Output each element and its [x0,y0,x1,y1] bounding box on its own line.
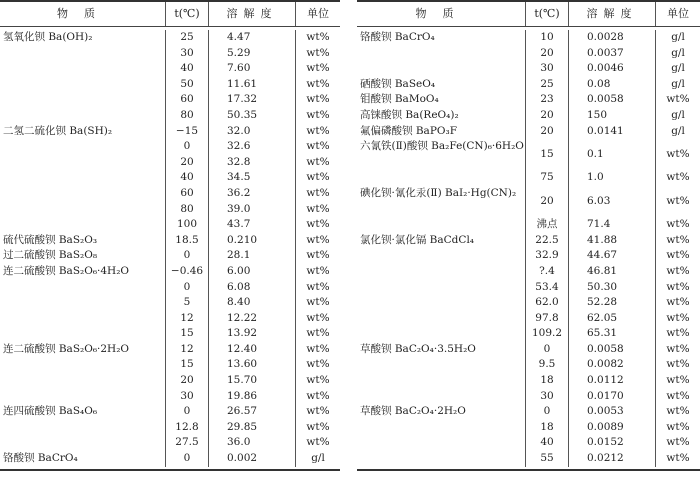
temperature-cell: 12.8 [165,420,208,436]
table-row [0,92,340,108]
solubility-cell: 5.29 [208,46,295,62]
table-row [0,373,340,389]
solubility-cell: 0.0028 [568,30,655,46]
substance-cell: 硒酸钡 BaSeO₄ [360,77,436,90]
table-row [357,30,700,46]
unit-cell: wt% [295,170,340,186]
solubility-cell: 36.0 [208,435,295,451]
substance-cell [357,373,525,389]
temperature-cell: 20 [525,108,568,124]
substance-cell [357,61,525,77]
substance-cell [0,46,165,62]
temperature-cell: 沸点 [525,217,568,233]
table-row [357,46,700,62]
temperature-cell: 15 [165,326,208,342]
solubility-cell: 1.0 [568,170,655,186]
temperature-cell: 27.5 [165,435,208,451]
substance-cell: 连四硫酸钡 BaS₄O₆ [3,405,98,418]
table-row [0,155,340,171]
solubility-cell: 50.35 [208,108,295,124]
table-row [357,139,700,170]
substance-cell [0,435,165,451]
temperature-cell: 75 [525,170,568,186]
unit-cell: wt% [295,124,340,140]
substance-cell [357,280,525,296]
unit-cell: wt% [295,92,340,108]
unit-cell: wt% [655,326,700,342]
table-row [0,326,340,342]
table-row [357,326,700,342]
temperature-cell: 18 [525,373,568,389]
unit-cell: wt% [655,311,700,327]
table-row [0,77,340,93]
substance-cell: 氢氧化钡 Ba(OH)₂ [3,31,93,43]
table-row [357,420,700,436]
solubility-cell: 0.002 [208,451,295,467]
table-row [357,373,700,389]
unit-cell: wt% [295,389,340,405]
solubility-cell: 65.31 [568,326,655,342]
unit-cell: wt% [295,217,340,233]
table-row [0,202,340,218]
temperature-cell: 50 [165,77,208,93]
substance-cell [0,61,165,77]
table-header [0,2,340,27]
solubility-cell: 11.61 [208,77,295,93]
substance-cell [0,170,165,186]
substance-cell: 连二硫酸钡 BaS₂O₆·2H₂O [3,342,130,355]
temperature-cell: 40 [165,170,208,186]
table-row [0,435,340,451]
unit-cell: wt% [295,61,340,77]
solubility-cell: 0.0152 [568,435,655,451]
substance-cell: 草酸钡 BaC₂O₄·2H₂O [360,405,466,418]
unit-cell: wt% [295,311,340,327]
temperature-cell: 15 [525,139,568,170]
table-row [0,61,340,77]
table-row [0,389,340,405]
temperature-cell: 20 [525,46,568,62]
table-row [357,108,700,124]
solubility-cell: 0.0170 [568,389,655,405]
substance-cell [0,77,165,93]
table-row [357,77,700,93]
unit-cell: wt% [655,389,700,405]
substance-cell [357,46,525,62]
substance-cell: 硫代硫酸钡 BaS₂O₃ [3,233,98,246]
table-row [0,46,340,62]
substance-cell: 过二硫酸钡 BaS₂O₈ [3,249,98,262]
substance-cell [0,139,165,155]
substance-cell [0,295,165,311]
temperature-cell: 22.5 [525,233,568,249]
table-row [357,295,700,311]
solubility-cell: 29.85 [208,420,295,436]
substance-cell [357,420,525,436]
solubility-cell: 26.57 [208,404,295,420]
temperature-cell: 0 [525,342,568,358]
temperature-cell: 60 [165,92,208,108]
temperature-cell: 0 [165,139,208,155]
unit-cell: wt% [655,186,700,217]
temperature-cell: 18.5 [165,233,208,249]
substance-cell: 连二硫酸钡 BaS₂O₆·4H₂O [3,264,130,277]
substance-cell: 草酸钡 BaC₂O₄·3.5H₂O [360,342,476,355]
table-row [357,61,700,77]
temperature-cell: 30 [165,46,208,62]
unit-cell: wt% [655,435,700,451]
temperature-cell: 55 [525,451,568,467]
table-row [357,280,700,296]
solubility-cell: 7.60 [208,61,295,77]
solubility-cell: 50.30 [568,280,655,296]
temperature-cell: 53.4 [525,280,568,296]
substance-cell [0,202,165,218]
temperature-cell: 97.8 [525,311,568,327]
substance-cell [357,264,525,280]
table-row [357,404,700,420]
substance-cell [357,311,525,327]
unit-cell: wt% [295,108,340,124]
unit-cell: g/l [295,451,340,467]
temperature-cell: −0.46 [165,264,208,280]
header-substance: 物质 [57,7,111,20]
table-row [0,217,340,233]
temperature-cell: 0 [165,451,208,467]
temperature-cell: 0 [525,404,568,420]
temperature-cell: 25 [525,77,568,93]
substance-cell [0,155,165,171]
unit-cell: wt% [295,202,340,218]
header-substance: 物质 [415,7,470,20]
unit-cell: wt% [295,139,340,155]
temperature-cell: 10 [525,30,568,46]
solubility-cell: 6.03 [568,186,655,217]
solubility-cell: 0.1 [568,139,655,170]
solubility-cell: 0.0037 [568,46,655,62]
substance-cell [0,420,165,436]
table-row [0,357,340,373]
solubility-cell: 32.0 [208,124,295,140]
solubility-cell: 0.0082 [568,357,655,373]
table-row [357,248,700,264]
temperature-cell: 18 [525,420,568,436]
substance-cell [357,357,525,373]
solubility-cell: 28.1 [208,248,295,264]
unit-cell: wt% [655,295,700,311]
solubility-cell: 6.00 [208,264,295,280]
substance-cell [0,326,165,342]
table-row [357,217,700,233]
table-row [0,170,340,186]
unit-cell: wt% [655,373,700,389]
substance-cell [0,186,165,202]
unit-cell: wt% [655,404,700,420]
table-row [357,342,700,358]
temperature-cell: 80 [165,108,208,124]
table-row [0,404,340,420]
substance-cell [357,170,525,186]
solubility-cell: 8.40 [208,295,295,311]
table-row [357,92,700,108]
unit-cell: wt% [655,139,700,170]
solubility-cell: 39.0 [208,202,295,218]
header-temperature: t(℃) [525,2,568,26]
unit-cell: wt% [295,186,340,202]
solubility-cell: 41.88 [568,233,655,249]
temperature-cell: 0 [165,280,208,296]
substance-cell [0,280,165,296]
substance-cell [357,451,525,467]
header-solubility: 溶解度 [568,2,655,26]
temperature-cell: 12 [165,311,208,327]
unit-cell: wt% [655,264,700,280]
temperature-cell: 20 [525,186,568,217]
substance-cell [357,326,525,342]
table-row [0,311,340,327]
temperature-cell: 23 [525,92,568,108]
solubility-cell: 13.92 [208,326,295,342]
solubility-cell: 0.210 [208,233,295,249]
unit-cell: g/l [655,61,700,77]
table-row [0,451,340,467]
temperature-cell: 62.0 [525,295,568,311]
unit-cell: g/l [655,108,700,124]
unit-cell: wt% [295,233,340,249]
unit-cell: g/l [655,30,700,46]
table-row [357,233,700,249]
unit-cell: wt% [295,342,340,358]
temperature-cell: 60 [165,186,208,202]
header-unit: 单位 [655,2,700,26]
substance-cell [357,248,525,264]
substance-cell: 高铼酸钡 Ba(ReO₄)₂ [360,108,459,121]
substance-cell [0,373,165,389]
substance-cell: 钼酸钡 BaMoO₄ [360,93,439,106]
table-row [357,435,700,451]
temperature-cell: 15 [165,357,208,373]
substance-cell [357,295,525,311]
solubility-cell: 0.0212 [568,451,655,467]
table-header [357,2,700,27]
substance-cell [0,311,165,327]
unit-cell: wt% [295,30,340,46]
temperature-cell: 40 [165,61,208,77]
table-row [0,264,340,280]
temperature-cell: 80 [165,202,208,218]
solubility-cell: 0.0089 [568,420,655,436]
table-row [0,420,340,436]
temperature-cell: 20 [525,124,568,140]
substance-cell [0,389,165,405]
solubility-cell: 32.8 [208,155,295,171]
unit-cell: wt% [655,92,700,108]
unit-cell: wt% [295,357,340,373]
unit-cell: wt% [655,342,700,358]
table-body [357,27,700,469]
temperature-cell: 109.2 [525,326,568,342]
solubility-cell: 34.5 [208,170,295,186]
unit-cell: wt% [295,295,340,311]
unit-cell: wt% [295,326,340,342]
unit-cell: wt% [295,404,340,420]
solubility-cell: 19.86 [208,389,295,405]
table-row [357,451,700,467]
solubility-cell: 36.2 [208,186,295,202]
substance-cell: 氟偏磷酸钡 BaPO₃F [360,124,457,137]
temperature-cell: 40 [525,435,568,451]
table-row [357,389,700,405]
solubility-cell: 0.08 [568,77,655,93]
solubility-cell: 0.0141 [568,124,655,140]
table-body [0,27,340,469]
table-row [0,30,340,46]
unit-cell: wt% [655,357,700,373]
unit-cell: wt% [295,435,340,451]
unit-cell: wt% [655,170,700,186]
unit-cell: wt% [655,280,700,296]
substance-cell: 二氢二硫化钡 Ba(SH)₂ [3,124,113,137]
temperature-cell: 0 [165,248,208,264]
table-row [0,233,340,249]
temperature-cell: −15 [165,124,208,140]
table-row [357,264,700,280]
temperature-cell: 5 [165,295,208,311]
unit-cell: g/l [655,77,700,93]
solubility-cell: 43.7 [208,217,295,233]
substance-cell: 六氰铁(Ⅱ)酸钡 Ba₂Fe(CN)₆·6H₂O [360,140,524,153]
unit-cell: wt% [655,451,700,467]
table-row [0,139,340,155]
table-row [357,170,700,186]
unit-cell: wt% [655,420,700,436]
solubility-cell: 32.6 [208,139,295,155]
unit-cell: wt% [655,248,700,264]
unit-cell: wt% [295,46,340,62]
header-temperature: t(℃) [165,2,208,26]
temperature-cell: 30 [525,389,568,405]
solubility-cell: 44.67 [568,248,655,264]
solubility-cell: 12.40 [208,342,295,358]
temperature-cell: 0 [165,404,208,420]
temperature-cell: ?.4 [525,264,568,280]
header-unit: 单位 [295,2,340,26]
substance-cell: 铬酸钡 BaCrO₄ [360,31,435,43]
solubility-cell: 4.47 [208,30,295,46]
table-row [357,186,700,217]
table-row [357,311,700,327]
solubility-cell: 0.0058 [568,92,655,108]
table-row [0,124,340,140]
solubility-table-right [357,0,700,471]
temperature-cell: 12 [165,342,208,358]
temperature-cell: 25 [165,30,208,46]
unit-cell: wt% [295,77,340,93]
solubility-cell: 12.22 [208,311,295,327]
solubility-cell: 46.81 [568,264,655,280]
solubility-cell: 0.0053 [568,404,655,420]
solubility-cell: 6.08 [208,280,295,296]
substance-cell [357,435,525,451]
temperature-cell: 30 [525,61,568,77]
solubility-cell: 13.60 [208,357,295,373]
temperature-cell: 100 [165,217,208,233]
table-row [0,108,340,124]
temperature-cell: 32.9 [525,248,568,264]
unit-cell: wt% [295,155,340,171]
table-row [0,186,340,202]
unit-cell: wt% [295,280,340,296]
table-row [0,342,340,358]
table-row [0,280,340,296]
solubility-cell: 150 [568,108,655,124]
solubility-cell: 15.70 [208,373,295,389]
substance-cell: 氯化钡·氯化镉 BaCdCl₄ [360,233,475,246]
table-row [357,124,700,140]
unit-cell: wt% [295,420,340,436]
temperature-cell: 20 [165,373,208,389]
solubility-cell: 17.32 [208,92,295,108]
table-row [357,357,700,373]
temperature-cell: 20 [165,155,208,171]
substance-cell [0,92,165,108]
unit-cell: g/l [655,124,700,140]
header-solubility: 溶解度 [208,2,295,26]
substance-cell: 碘化钡·氰化汞(Ⅱ) BaI₂·Hg(CN)₂ [360,186,517,199]
table-row [0,248,340,264]
substance-cell [357,217,525,233]
unit-cell: wt% [295,248,340,264]
table-row [0,295,340,311]
substance-cell [357,389,525,405]
unit-cell: wt% [655,217,700,233]
solubility-cell: 62.05 [568,311,655,327]
temperature-cell: 30 [165,389,208,405]
solubility-table-left [0,0,340,471]
solubility-cell: 71.4 [568,217,655,233]
substance-cell: 铬酸钡 BaCrO₄ [3,452,78,465]
solubility-cell: 52.28 [568,295,655,311]
solubility-cell: 0.0112 [568,373,655,389]
solubility-cell: 0.0058 [568,342,655,358]
unit-cell: wt% [655,233,700,249]
unit-cell: wt% [295,264,340,280]
solubility-cell: 0.0046 [568,61,655,77]
substance-cell [0,108,165,124]
temperature-cell: 9.5 [525,357,568,373]
substance-cell [0,217,165,233]
substance-cell [0,357,165,373]
unit-cell: wt% [295,373,340,389]
unit-cell: g/l [655,46,700,62]
